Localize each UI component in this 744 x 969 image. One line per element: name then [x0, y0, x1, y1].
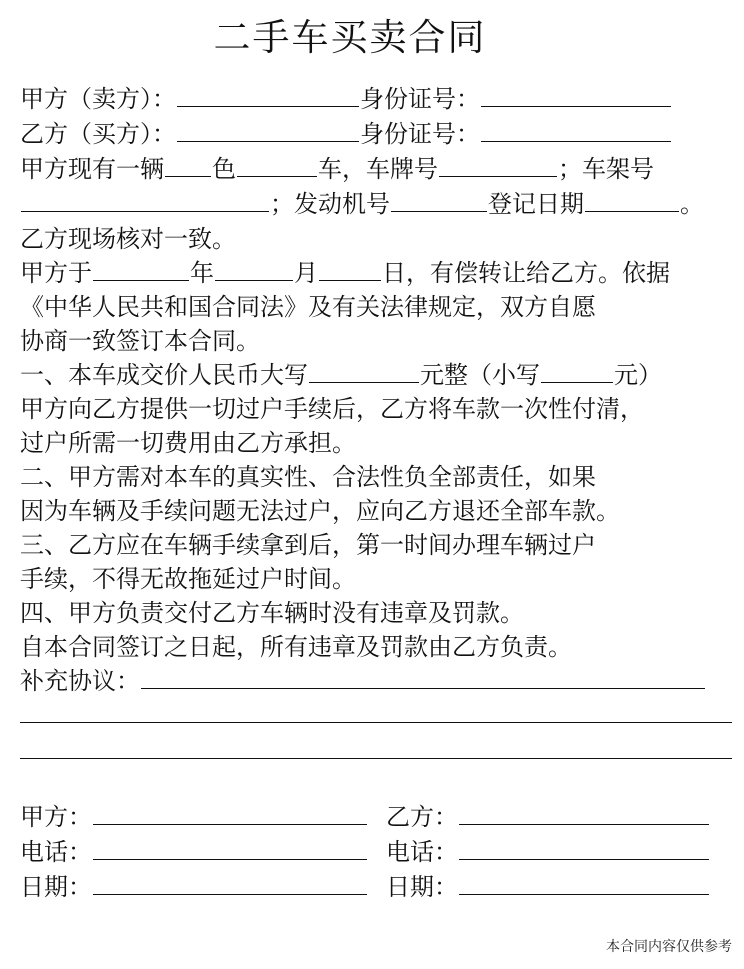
- party-b-blank[interactable]: [459, 800, 709, 825]
- supplement-blank-2[interactable]: [20, 722, 732, 723]
- price-number-blank[interactable]: [541, 358, 613, 383]
- buyer-id-label: 身份证号：: [360, 120, 480, 148]
- buyer-name-blank[interactable]: [177, 117, 359, 142]
- register-date-label: 登记日期: [488, 190, 584, 218]
- month-label: 月: [294, 259, 318, 287]
- page-title: 二手车买卖合同: [213, 16, 487, 59]
- party-a-label: 甲方：: [20, 803, 92, 831]
- clause-1-line-3: 过户所需一切费用由乙方承担。: [20, 429, 356, 457]
- buyer-line: [20, 117, 672, 151]
- clause-3-line-1: 三、乙方应在车辆手续拿到后，第一时间办理车辆过户: [20, 531, 596, 559]
- plate-blank[interactable]: [439, 152, 557, 177]
- phone-b-blank[interactable]: [459, 835, 709, 860]
- vehicle-text: 甲方现有一辆: [20, 155, 164, 183]
- date-b-blank[interactable]: [459, 870, 709, 895]
- supplement-label: 补充协议：: [20, 667, 140, 695]
- date-b-label: 日期：: [386, 873, 458, 901]
- clause-4-line-2: 自本合同签订之日起，所有违章及罚款由乙方负责。: [20, 633, 572, 661]
- engine-blank[interactable]: [391, 187, 487, 212]
- plate-label: 车，车牌号: [318, 155, 438, 183]
- day-label: 日，有偿转让给乙方。依据: [382, 259, 670, 287]
- transfer-line-1: [20, 256, 670, 290]
- register-date-blank[interactable]: [585, 187, 679, 212]
- engine-label: ；发动机号: [270, 190, 390, 218]
- sign-phone-b: [386, 835, 710, 869]
- supplement-blank-1[interactable]: [141, 664, 705, 689]
- phone-b-label: 电话：: [386, 838, 458, 866]
- price-text: 一、本车成交价人民币大写: [20, 361, 308, 389]
- clause-2-line-2: 因为车辆及手续问题无法过户，应向乙方退还全部车款。: [20, 497, 620, 525]
- transfer-text: 甲方于: [20, 259, 92, 287]
- phone-a-label: 电话：: [20, 838, 92, 866]
- buyer-id-blank[interactable]: [481, 117, 671, 142]
- year-blank[interactable]: [93, 256, 189, 281]
- clause-2-line-1: 二、甲方需对本车的真实性、合法性负全部责任，如果: [20, 463, 596, 491]
- year-label: 年: [190, 259, 214, 287]
- phone-a-blank[interactable]: [93, 835, 367, 860]
- sign-party-a: [20, 800, 368, 834]
- sign-party-b: [386, 800, 710, 834]
- seller-id-label: 身份证号：: [360, 85, 480, 113]
- seller-label: 甲方（卖方）：: [20, 85, 176, 113]
- date-a-blank[interactable]: [93, 870, 367, 895]
- month-blank[interactable]: [215, 256, 293, 281]
- date-a-label: 日期：: [20, 873, 92, 901]
- seller-name-blank[interactable]: [177, 82, 359, 107]
- vin-blank[interactable]: [21, 187, 269, 212]
- sign-date-b: [386, 870, 710, 904]
- price-number-suffix: 元）: [614, 361, 662, 389]
- sign-date-a: [20, 870, 368, 904]
- supplement-blank-3[interactable]: [20, 758, 732, 759]
- transfer-line-3: 协商一致签订本合同。: [20, 327, 260, 355]
- price-words-suffix: 元整（小写: [420, 361, 540, 389]
- vehicle-line-2: [20, 187, 704, 221]
- period: 。: [680, 190, 704, 218]
- verify-line: 乙方现场核对一致。: [20, 225, 236, 253]
- party-a-blank[interactable]: [93, 800, 367, 825]
- clause-3-line-2: 手续，不得无故拖延过户时间。: [20, 565, 356, 593]
- footnote: 本合同内容仅供参考: [606, 939, 732, 955]
- price-words-blank[interactable]: [309, 358, 419, 383]
- party-b-label: 乙方：: [386, 803, 458, 831]
- clause-1-line-2: 甲方向乙方提供一切过户手续后，乙方将车款一次性付清，: [20, 395, 644, 423]
- color-label: 色: [212, 155, 236, 183]
- clause-4-line-1: 四、甲方负责交付乙方车辆时没有违章及罚款。: [20, 599, 524, 627]
- color-blank[interactable]: [165, 152, 211, 177]
- clause-1-line-1: [20, 358, 662, 392]
- sign-phone-a: [20, 835, 368, 869]
- supplement-line: [20, 664, 706, 698]
- transfer-line-2: 《中华人民共和国合同法》及有关法律规定，双方自愿: [20, 293, 596, 321]
- vin-label: ；车架号: [558, 155, 654, 183]
- day-blank[interactable]: [319, 256, 381, 281]
- buyer-label: 乙方（买方）：: [20, 120, 176, 148]
- car-type-blank[interactable]: [237, 152, 317, 177]
- seller-id-blank[interactable]: [481, 82, 671, 107]
- vehicle-line-1: [20, 152, 654, 186]
- seller-line: [20, 82, 672, 116]
